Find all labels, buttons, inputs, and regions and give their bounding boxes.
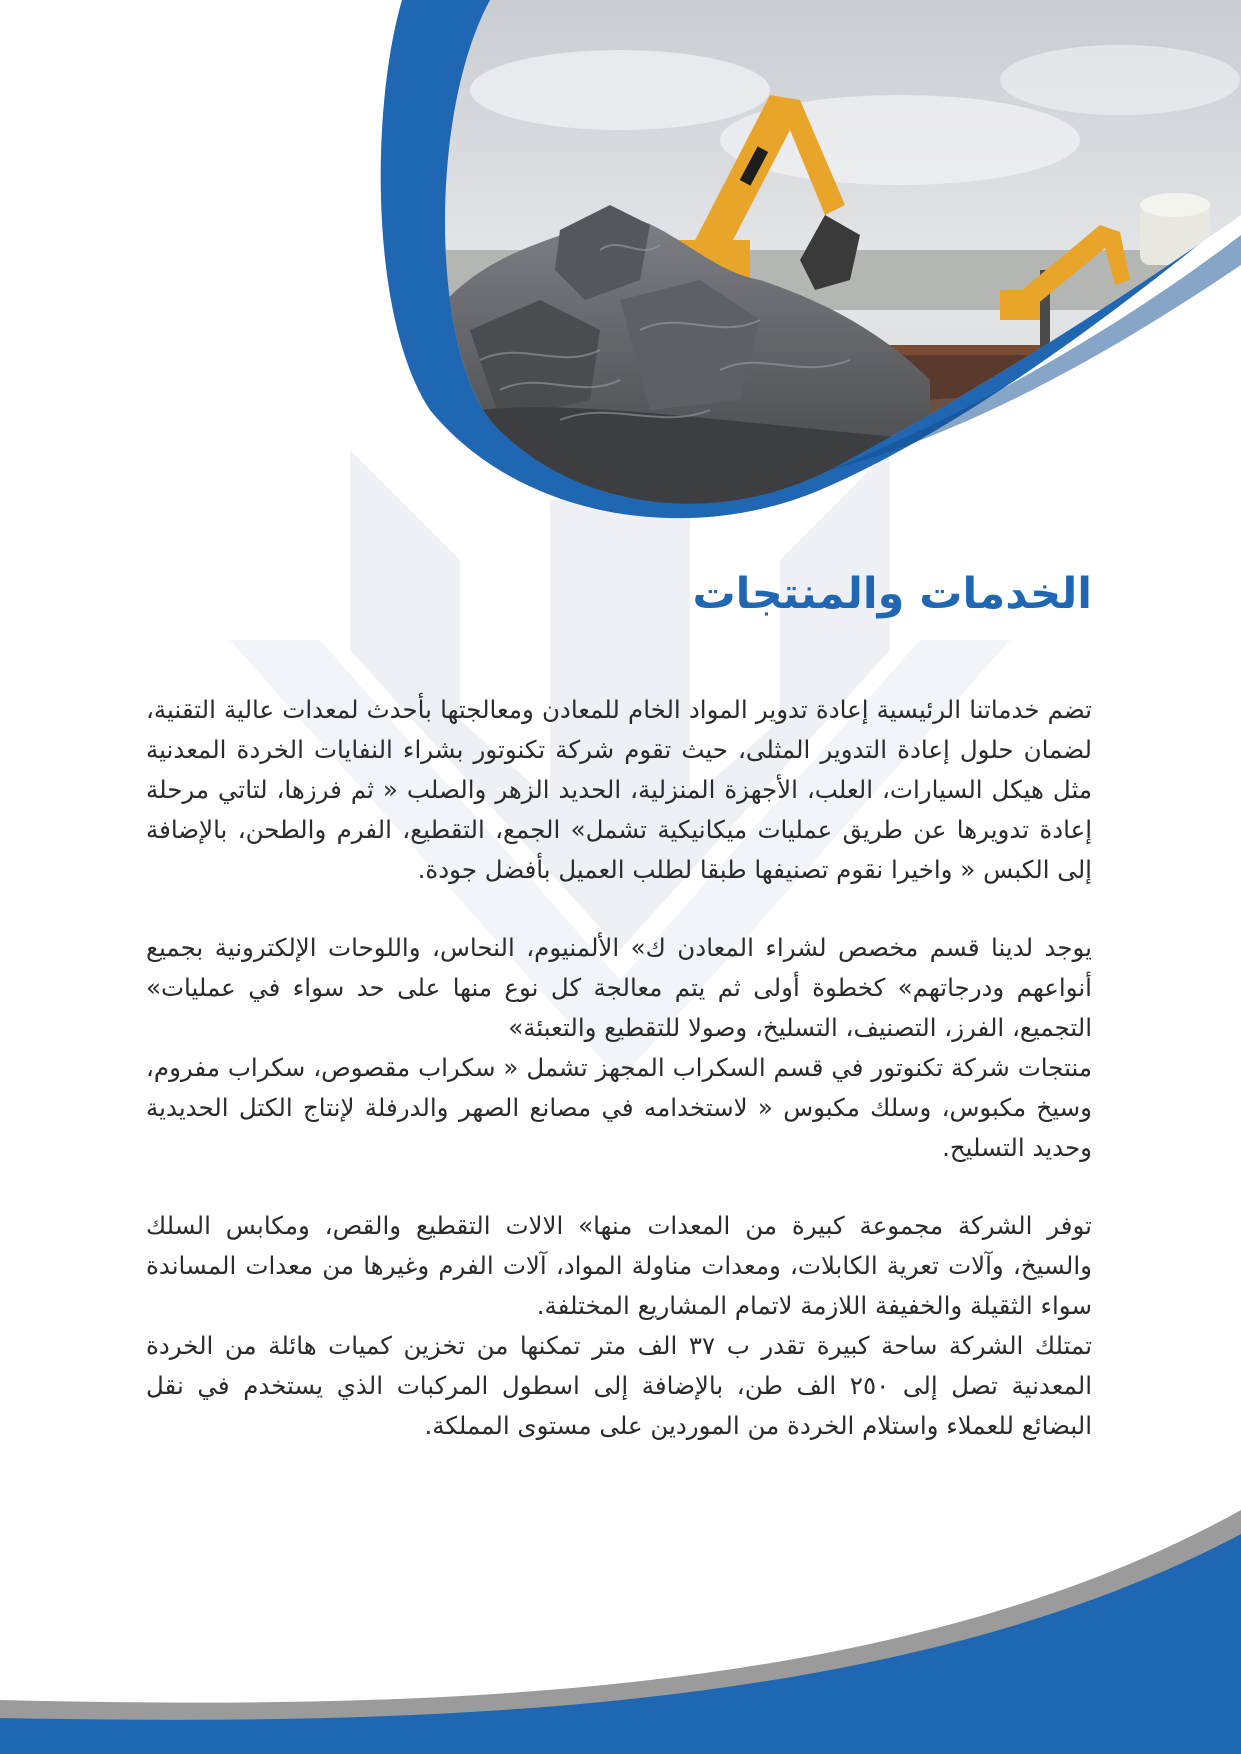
paragraph-metals-department: يوجد لدينا قسم مخصص لشراء المعادن ك» الألمنيوم، النحاس، واللوحات الإلكترونية بجميع أنواعهم ودرجاتهم» كخطوة أولى ثم يتم معالجة كل نوع منها على حد سواء في عمليات» التجميع، الفرز، التصنيف، التسليخ، وصولا للتقطيع والتعبئة»	[146, 933, 1092, 1042]
footer-wave	[0, 1500, 1241, 1754]
page-title: الخدمات والمنتجات	[692, 569, 1092, 619]
hero-photo-frame	[0, 0, 1241, 540]
paragraph-services: تضم خدماتنا الرئيسية إعادة تدوير المواد الخام للمعادن ومعالجتها بأحدث لمعدات عالية التقنية، لضمان حلول إعادة التدوير المثلى، حيث تقوم شركة تكنوتور بشراء النفايات الخردة المعدنية مثل هيكل السيارات، العلب، الأجهزة المنزلية، الحديد الزهر والصلب « ثم فرزها، لتاتي مرحلة إعادة تدويرها عن طريق عمليات ميكانيكية تشمل» الجمع، التقطيع، الفرم والطحن، بالإضافة إلى الكبس « واخيرا نقوم تصنيفها طبقا لطلب العميل بأفضل جودة.	[146, 695, 1092, 884]
paragraph-equipment: توفر الشركة مجموعة كبيرة من المعدات منها» الالات التقطيع والقص، ومكابس السلك والسيخ، وآلات تعرية الكابلات، ومعدات مناولة المواد، آلات الفرم وغيرها من معدات المساندة سواء الثقيلة والخفيفة اللازمة لاتمام المشاريع المختلفة.	[146, 1211, 1092, 1320]
paragraph-yard-and-fleet: تمتلك الشركة ساحة كبيرة تقدر ب ٣٧ الف متر تمكنها من تخزين كميات هائلة من الخردة المعدنية تصل إلى ٢٥٠ الف طن، بالإضافة إلى اسطول المركبات الذي يستخدم في نقل البضائع للعملاء واستلام الخردة من الموردين على مستوى المملكة.	[146, 1331, 1093, 1440]
paragraph-scrap-products: منتجات شركة تكنوتور في قسم السكراب المجهز تشمل « سكراب مقصوص، سكراب مفروم، وسيخ مكبوس، وسلك مكبوس « لاستخدامه في مصانع الصهر والدرفلة لإنتاج الكتل الحديدية وحديد التسليح.	[146, 1053, 1092, 1162]
content-column	[146, 560, 1092, 1446]
